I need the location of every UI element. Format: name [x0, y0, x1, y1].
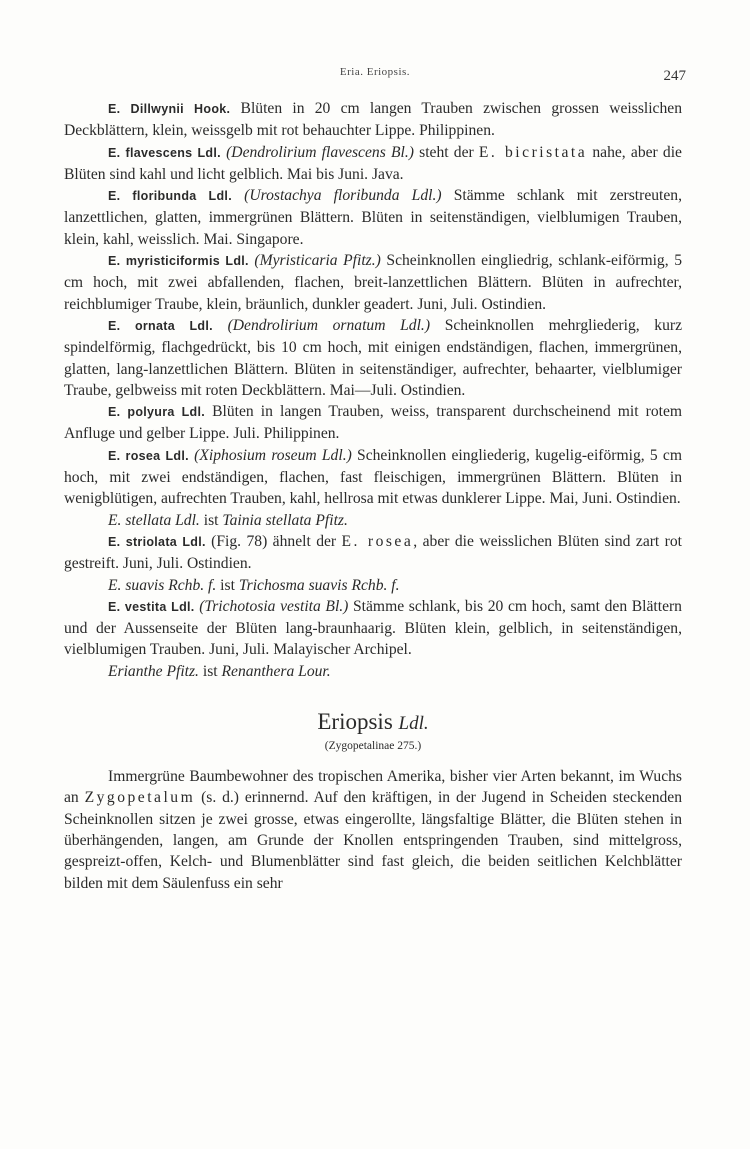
- section-title: [64, 708, 682, 738]
- cross-ref-target: Trichosma suavis Rchb. f.: [238, 576, 400, 594]
- entry-text: (Fig. 78) ähnelt der: [205, 532, 342, 550]
- page-number: 247: [663, 68, 686, 84]
- genus-author: Ldl.: [398, 713, 429, 735]
- species-name: E. flavescens Ldl.: [108, 145, 221, 160]
- entry-striolata: [64, 531, 682, 575]
- cross-ref-name: Erianthe Pfitz.: [108, 662, 199, 680]
- species-name: E. myristiciformis Ldl.: [108, 254, 249, 269]
- cross-ref-target: Tainia stellata Pfitz.: [222, 511, 348, 529]
- description-text: (s. d.) erinnernd. Auf den kräftigen, in der Jugend in Scheiden steckenden Scheinknollen sitzen je zwei grosse, etwas eingerollte, längsfaltige Blätter, die Blüten stehen in überhängenden, langen, am Grunde der Knollen entspringenden Trauben, sind mittelgross, gespreizt-offen, Kelch- und Blumenblätter sind fast gleich, die beiden seitlichen Kelchblätter bilden mit dem Säulenfuss ein sehr: [64, 789, 683, 892]
- cross-ref-target: Renanthera Lour.: [221, 662, 331, 680]
- cross-ref-connector: ist: [199, 511, 223, 529]
- entry-myristiciformis: [64, 250, 682, 315]
- species-name: E. Dillwynii Hook.: [108, 102, 231, 116]
- entry-text: steht der: [413, 143, 479, 161]
- spaced-name: Zygopetalum: [84, 789, 196, 807]
- genus-name: Eriopsis: [317, 709, 393, 735]
- synonym: (Trichotosia vestita Bl.): [199, 597, 349, 615]
- entry-ornata: [64, 315, 682, 401]
- entry-text: Scheinknollen eingliedrig, schlank-eiförmig, 5 cm hoch, mit zwei abfallenden, flachen, breit-lanzettlichen Blättern. Blüten in aufrechter, reichblumiger Traube, klein, bräunlich, dunkler geadert. Juni, Juli. Ostindien.: [64, 252, 682, 313]
- species-name: E. ornata Ldl.: [108, 318, 213, 333]
- entry-text: Blüten in langen Trauben, weiss, transparent durchscheinend mit rotem Anfluge und gelber Lippe. Juli. Philippinen.: [64, 403, 682, 443]
- species-name: E. polyura Ldl.: [108, 405, 206, 420]
- entry-stellata-ref: [64, 510, 682, 531]
- cross-ref-name: E. suavis Rchb. f.: [108, 576, 217, 594]
- species-name: E. floribunda Ldl.: [108, 189, 232, 204]
- spaced-name: E. bicristata: [478, 143, 588, 161]
- species-name: E. rosea Ldl.: [108, 448, 189, 463]
- synonym: (Dendrolirium ornatum Ldl.): [227, 316, 431, 334]
- running-head: Eria. Eriopsis.: [339, 66, 411, 78]
- section-subtitle: (Zygopetalinae 275.): [324, 740, 422, 753]
- synonym: (Xiphosium roseum Ldl.): [194, 446, 352, 464]
- entry-text: nahe, aber die Blüten sind kahl und licht gelblich. Mai bis Juni. Java.: [64, 143, 682, 183]
- entry-suavis-ref: [64, 575, 682, 596]
- entry-text: Blüten in 20 cm langen Trauben zwischen grossen weisslichen Deckblättern, klein, weissgelb mit rot behauchter Lippe. Philippinen.: [64, 100, 682, 140]
- cross-ref-connector: ist: [216, 576, 239, 594]
- page-content: [64, 98, 682, 894]
- entry-text: Scheinknollen mehrgliederig, kurz spindelförmig, flachgedrückt, bis 10 cm hoch, mit einigen endständigen, flachen, immergrünen, glatten, lang-lanzettlichen Blättern. Blüten in seitenständiger, aufrechter, behaarter, vielblumiger Traube, gelbweiss mit roten Deckblättern. Mai—Juli. Ostindien.: [64, 316, 683, 399]
- entry-text: Scheinknollen eingliederig, kugelig-eiförmig, 5 cm hoch, mit zwei endständigen, flachen, fast fleischigen, immergrünen Blättern. Blüten in wenigblütigen, aufrechten Trauben, kahl, hellrosa mit etwas dunklerer Lippe. Mai, Juni. Ostindien.: [64, 446, 682, 508]
- cross-ref-connector: ist: [198, 662, 222, 680]
- entry-text: , aber die weisslichen Blüten sind zart rot gestreift. Juni, Juli. Ostindien.: [64, 532, 683, 573]
- entry-text: Stämme schlank mit zerstreuten, lanzettlichen, glatten, immergrünen Blättern. Blüten in seitenständigen, vielblumigen Trauben, klein, kahl, weisslich. Mai. Singapore.: [64, 187, 682, 248]
- synonym: (Myristicaria Pfitz.): [254, 252, 381, 270]
- entry-vestita: [64, 596, 682, 661]
- entry-text: Stämme schlank, bis 20 cm hoch, samt den Blättern und der Aussenseite der Blüten lang-braunhaarig. Blüten klein, gelblich, in seitenständigen, vielblumigen Trauben. Juni, Juli. Malayischer Archipel.: [64, 597, 682, 659]
- description-text: Immergrüne Baumbewohner des tropischen Amerika, bisher vier Arten bekannt, im Wuchs an: [64, 768, 682, 807]
- synonym: (Urostachya floribunda Ldl.): [244, 187, 442, 205]
- synonym: (Dendrolirium flavescens Bl.): [226, 143, 414, 161]
- entry-floribunda: [64, 185, 682, 250]
- entry-erianthe-ref: [64, 661, 682, 682]
- entry-flavescens: [64, 142, 682, 186]
- species-name: E. striolata Ldl.: [108, 534, 206, 549]
- entry-polyura: [64, 401, 682, 445]
- cross-ref-name: E. stellata Ldl.: [108, 511, 200, 529]
- entry-dillwynii: [64, 98, 682, 142]
- species-name: E. vestita Ldl.: [108, 599, 195, 614]
- spaced-name: E. rosea: [341, 532, 414, 550]
- genus-description: [64, 766, 682, 894]
- entry-rosea: [64, 445, 682, 510]
